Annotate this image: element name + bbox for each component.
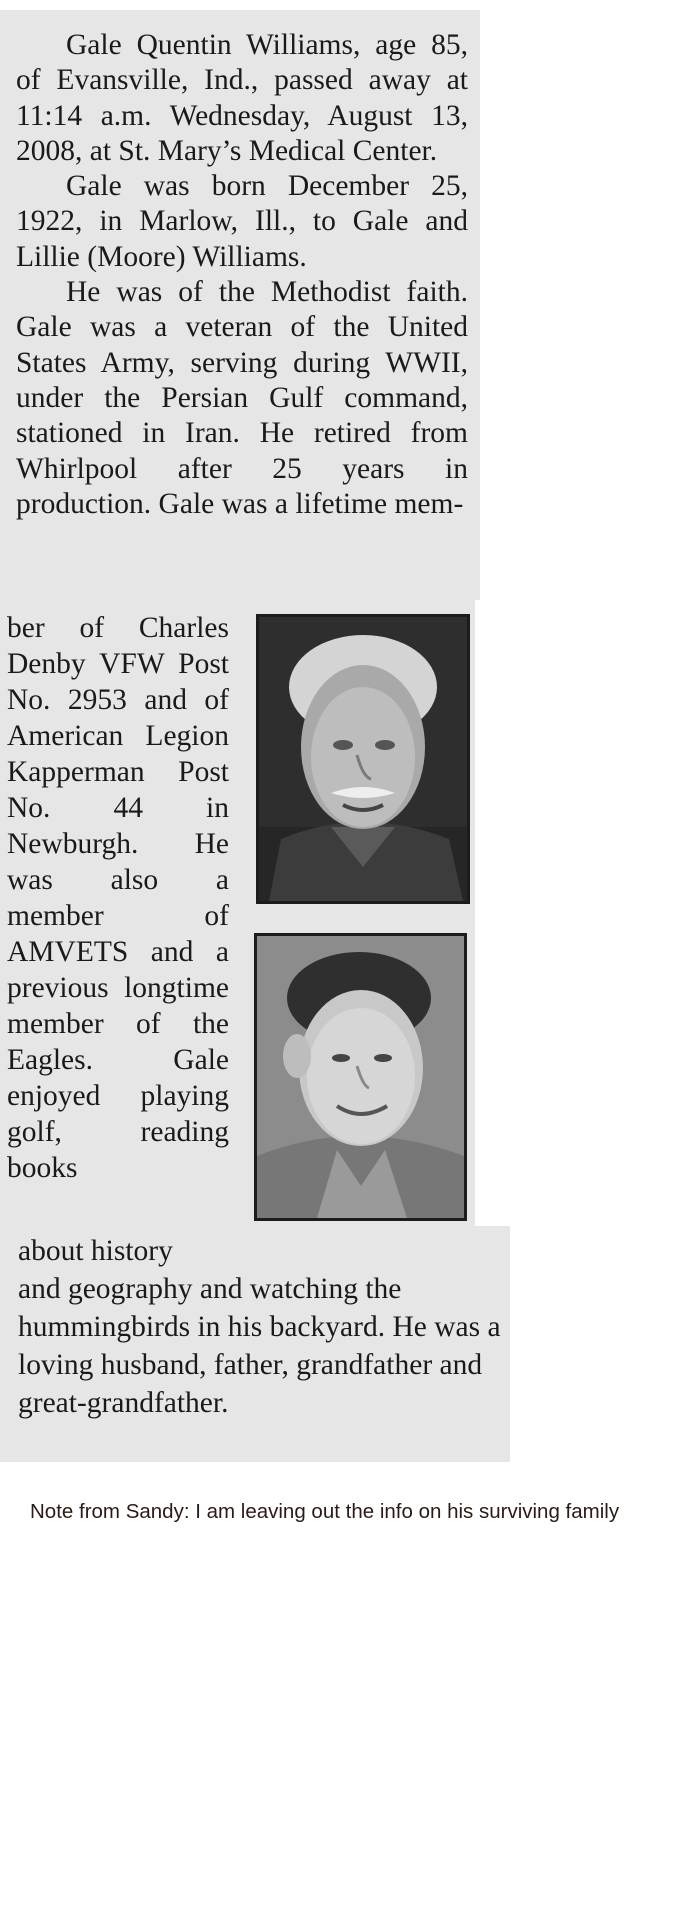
obituary-clipping-top	[0, 10, 480, 600]
older-portrait-photo	[256, 614, 470, 904]
young-soldier-portrait-image	[257, 936, 464, 1218]
editor-note: Note from Sandy: I am leaving out the info on his surviving family	[30, 1500, 620, 1523]
obituary-paragraph-family: and geography and watching the hummingbirds in his backyard. He was a loving husband, father, grandfather and great-grandfather.	[18, 1273, 501, 1419]
obituary-paragraph-career: He was of the Methodist faith. Gale was a veteran of the United States Army, serving during WWII, under the Persian Gulf command, stationed in Iran. He retired from Whirlpool after 25 years in production. Gale was a lifetime mem-	[16, 276, 468, 520]
obituary-clipping-middle	[0, 600, 475, 1226]
obituary-text-top	[16, 28, 468, 522]
obituary-paragraph-intro: Gale Quentin Williams, age 85, of Evansville, Ind., passed away at 11:14 a.m. Wednesday, August 13, 2008, at St. Mary’s Medical Center.	[16, 29, 468, 167]
obituary-clipping-bottom	[0, 1226, 510, 1462]
obituary-line-about-history: about history	[18, 1235, 173, 1267]
obituary-column-text: ber of Charles Denby VFW Post No. 2953 and of American Legion Kapperman Post No. 44 in Newburgh. He was also a member of AMVETS and a previous longtime member of the Eagles. Gale enjoyed playing golf, reading books	[7, 612, 229, 1184]
older-man-portrait-image	[259, 617, 467, 901]
younger-portrait-photo	[254, 933, 467, 1221]
obituary-paragraph-birth: Gale was born December 25, 1922, in Marlow, Ill., to Gale and Lillie (Moore) Williams.	[16, 170, 468, 273]
obituary-text-bottom	[18, 1232, 504, 1422]
